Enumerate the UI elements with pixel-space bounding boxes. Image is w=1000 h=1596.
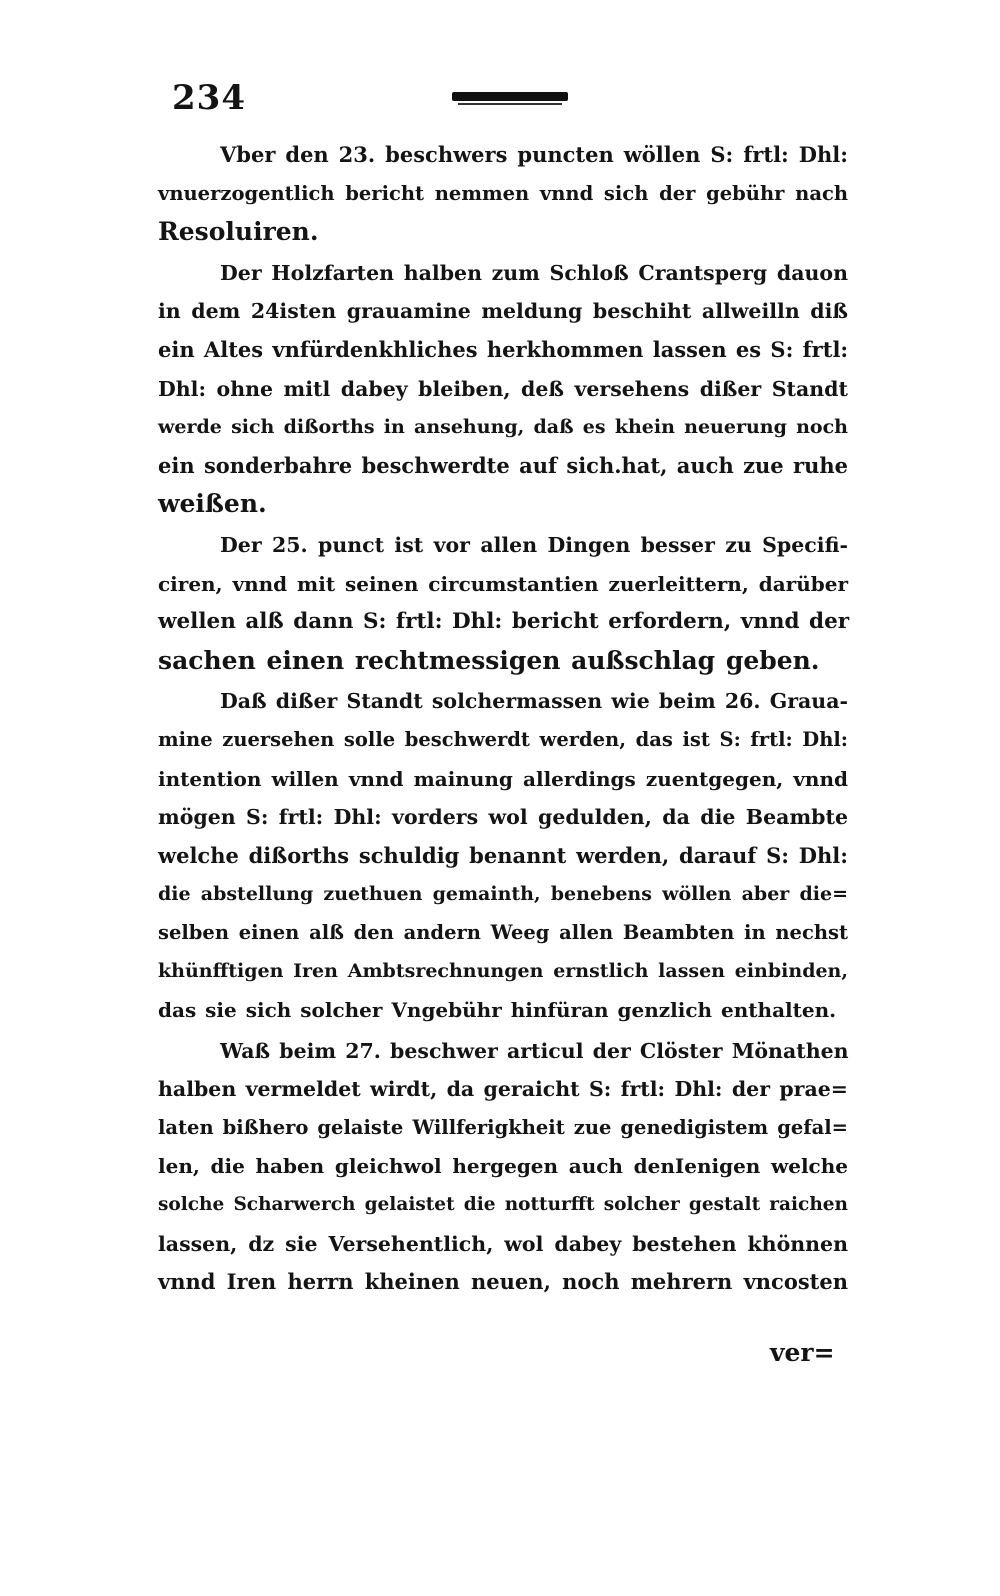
text-line: ciren, vnnd mit seinen circumstantien zuerleittern, darüber	[158, 571, 848, 596]
text-line: ein sonderbahre beschwerdte auf sich.hat, auch zue ruhe	[158, 452, 848, 478]
header-rule-thick-bar	[452, 92, 568, 101]
paragraph	[158, 254, 848, 524]
body-text	[158, 136, 848, 1304]
text-line: werde sich dißorths in ansehung, daß es khein neuerung noch	[158, 416, 848, 439]
text-line: mögen S: frtl: Dhl: vorders wol gedulden, da die Beambte	[158, 805, 848, 830]
paragraph	[158, 682, 848, 1029]
text-line: sachen einen rechtmessigen außschlag geben.	[158, 645, 820, 675]
text-line: vnuerzogentlich bericht nemmen vnnd sich der gebühr nach	[158, 181, 848, 205]
paragraph	[158, 136, 848, 252]
text-line: wellen alß dann S: frtl: Dhl: bericht erfordern, vnnd der	[158, 609, 850, 635]
text-line: Dhl: ohne mitl dabey bleiben, deß versehens dißer Standt	[158, 376, 848, 401]
text-line: Der 25. punct ist vor allen Dingen besser zu Specifi-	[220, 532, 848, 557]
text-line: selben einen alß den andern Weeg allen Beambten in nechst	[158, 920, 848, 944]
page-number: 234	[172, 78, 246, 118]
text-line: Der Holzfarten halben zum Schloß Crantsperg dauon	[220, 260, 848, 285]
text-line: halben vermeldet wirdt, da geraicht S: frtl: Dhl: der prae=	[158, 1077, 848, 1102]
text-line: in dem 24isten grauamine meldung beschiht allweilln diß	[158, 299, 848, 324]
header-rule-thin-bar	[458, 103, 562, 105]
text-line: welche dißorths schuldig benannt werden, darauf S: Dhl:	[158, 842, 848, 868]
text-line: solche Scharwerch gelaistet die notturfft solcher gestalt raichen	[158, 1194, 848, 1216]
paragraph	[158, 1032, 848, 1302]
text-line: intention willen vnnd mainung allerdings zuentgegen, vnnd	[158, 766, 848, 791]
text-line: Vber den 23. beschwers puncten wöllen S: frtl: Dhl:	[220, 142, 848, 167]
text-line: weißen.	[158, 489, 267, 519]
text-line: Daß dißer Standt solchermassen wie beim 26. Graua-	[220, 689, 848, 714]
text-line: die abstellung zuethuen gemainth, benebens wöllen aber die=	[158, 883, 848, 906]
text-line: laten bißhero gelaiste Willferigkheit zue genedigistem gefal=	[158, 1115, 848, 1139]
text-line: vnnd Iren herrn kheinen neuen, noch mehrern vncosten	[158, 1269, 848, 1295]
paragraph	[158, 526, 848, 680]
catchword: ver=	[770, 1338, 835, 1367]
text-line: lassen, dz sie Versehentlich, wol dabey bestehen khönnen	[158, 1231, 848, 1256]
text-line: Resoluiren.	[158, 217, 319, 247]
text-line: ein Altes vnfürdenkhliches herkhommen lassen es S: frtl:	[158, 336, 849, 362]
text-line: khünfftigen Iren Ambtsrechnungen ernstlich lassen einbinden,	[158, 960, 848, 983]
header-rule-ornament	[452, 88, 568, 108]
text-line: mine zuersehen solle beschwerdt werden, das ist S: frtl: Dhl:	[158, 727, 848, 751]
text-line: das sie sich solcher Vngebühr hinfüran genzlich enthalten.	[158, 998, 837, 1023]
text-line: Waß beim 27. beschwer articul der Clöster Mönathen	[220, 1038, 849, 1063]
text-line: len, die haben gleichwol hergegen auch denIenigen welche	[158, 1154, 848, 1179]
